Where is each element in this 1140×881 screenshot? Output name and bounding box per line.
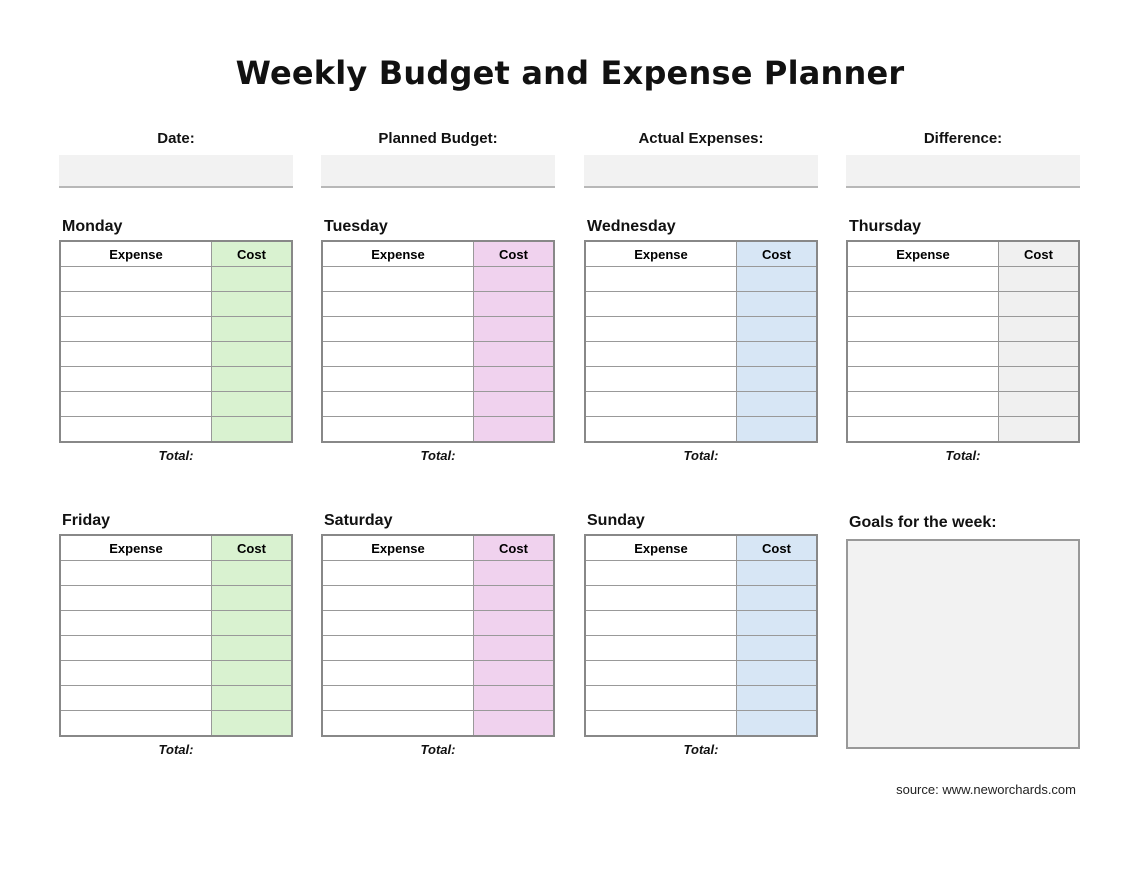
expense-header: Expense [60, 535, 212, 561]
cost-cell[interactable] [737, 367, 818, 392]
cost-cell[interactable] [474, 661, 555, 686]
expense-cell[interactable] [322, 636, 474, 661]
expense-table [321, 240, 555, 443]
cost-cell[interactable] [474, 686, 555, 711]
cost-cell[interactable] [212, 586, 293, 611]
cost-header: Cost [212, 241, 293, 267]
table-row [847, 367, 1079, 392]
expense-cell[interactable] [847, 392, 999, 417]
table-row [322, 636, 554, 661]
expense-cell[interactable] [322, 292, 474, 317]
expense-table [846, 240, 1080, 443]
header-row [60, 535, 292, 561]
table-row [585, 661, 817, 686]
cost-cell[interactable] [212, 392, 293, 417]
field-label: Planned Budget: [378, 130, 498, 147]
header-row [585, 241, 817, 267]
cost-cell[interactable] [999, 292, 1080, 317]
cost-cell[interactable] [212, 417, 293, 443]
expense-cell[interactable] [585, 317, 737, 342]
cost-cell[interactable] [212, 267, 293, 292]
table-row [60, 367, 292, 392]
cost-cell[interactable] [737, 292, 818, 317]
expense-header: Expense [585, 241, 737, 267]
day-thursday [846, 218, 1080, 463]
table-row [585, 317, 817, 342]
expense-cell[interactable] [322, 417, 474, 443]
table-row [847, 292, 1079, 317]
table-row [60, 661, 292, 686]
day-name: Saturday [324, 512, 393, 529]
field-input[interactable] [59, 155, 293, 188]
expense-cell[interactable] [585, 611, 737, 636]
header-row [847, 241, 1079, 267]
cost-header: Cost [999, 241, 1080, 267]
cost-cell[interactable] [474, 586, 555, 611]
table-row [60, 417, 292, 443]
day-name: Wednesday [587, 218, 676, 235]
table-row [60, 561, 292, 586]
expense-cell[interactable] [322, 661, 474, 686]
table-row [585, 586, 817, 611]
cost-cell[interactable] [212, 636, 293, 661]
cost-cell[interactable] [212, 661, 293, 686]
expense-cell[interactable] [847, 342, 999, 367]
table-row [60, 586, 292, 611]
expense-cell[interactable] [60, 417, 212, 443]
cost-cell[interactable] [737, 636, 818, 661]
expense-cell[interactable] [585, 711, 737, 737]
cost-cell[interactable] [212, 367, 293, 392]
field-input[interactable] [321, 155, 555, 188]
table-row [847, 267, 1079, 292]
cost-cell[interactable] [737, 561, 818, 586]
cost-cell[interactable] [999, 417, 1080, 443]
cost-cell[interactable] [212, 611, 293, 636]
source-credit: source: www.neworchards.com [896, 782, 1076, 797]
cost-cell[interactable] [474, 711, 555, 737]
expense-table [321, 534, 555, 737]
cost-cell[interactable] [474, 342, 555, 367]
total-label: Total: [158, 742, 194, 757]
day-saturday [321, 512, 555, 757]
expense-cell[interactable] [322, 561, 474, 586]
expense-cell[interactable] [60, 711, 212, 737]
cost-header: Cost [474, 535, 555, 561]
cost-header: Cost [737, 535, 818, 561]
expense-cell[interactable] [60, 611, 212, 636]
cost-header: Cost [737, 241, 818, 267]
day-friday [59, 512, 293, 757]
cost-cell[interactable] [212, 342, 293, 367]
table-row [585, 392, 817, 417]
expense-header: Expense [847, 241, 999, 267]
cost-cell[interactable] [737, 661, 818, 686]
expense-cell[interactable] [847, 367, 999, 392]
cost-cell[interactable] [999, 342, 1080, 367]
expense-cell[interactable] [60, 636, 212, 661]
cost-cell[interactable] [474, 267, 555, 292]
header-row [322, 241, 554, 267]
table-row [60, 392, 292, 417]
cost-cell[interactable] [212, 686, 293, 711]
cost-cell[interactable] [212, 711, 293, 737]
expense-cell[interactable] [322, 342, 474, 367]
expense-cell[interactable] [60, 686, 212, 711]
expense-table [584, 240, 818, 443]
expense-cell[interactable] [585, 636, 737, 661]
expense-header: Expense [322, 535, 474, 561]
field-3 [846, 130, 1080, 188]
cost-cell[interactable] [999, 392, 1080, 417]
table-row [585, 686, 817, 711]
cost-cell[interactable] [474, 392, 555, 417]
cost-cell[interactable] [474, 561, 555, 586]
table-row [322, 711, 554, 737]
cost-cell[interactable] [474, 417, 555, 443]
cost-cell[interactable] [212, 292, 293, 317]
table-row [322, 686, 554, 711]
table-row [60, 292, 292, 317]
cost-cell[interactable] [737, 586, 818, 611]
table-row [585, 561, 817, 586]
expense-cell[interactable] [585, 586, 737, 611]
page-title: Weekly Budget and Expense Planner [235, 54, 905, 92]
total-label: Total: [158, 448, 194, 463]
expense-cell[interactable] [322, 267, 474, 292]
expense-cell[interactable] [585, 267, 737, 292]
expense-header: Expense [585, 535, 737, 561]
table-row [585, 292, 817, 317]
expense-header: Expense [322, 241, 474, 267]
expense-cell[interactable] [60, 661, 212, 686]
day-name: Thursday [849, 218, 922, 235]
table-row [322, 267, 554, 292]
table-row [585, 636, 817, 661]
goals-label: Goals for the week: [849, 514, 997, 531]
expense-table [59, 240, 293, 443]
expense-cell[interactable] [60, 561, 212, 586]
cost-header: Cost [212, 535, 293, 561]
field-label: Date: [157, 130, 195, 147]
expense-cell[interactable] [847, 417, 999, 443]
table-row [60, 686, 292, 711]
expense-cell[interactable] [322, 392, 474, 417]
expense-cell[interactable] [847, 267, 999, 292]
cost-cell[interactable] [737, 686, 818, 711]
cost-cell[interactable] [999, 267, 1080, 292]
cost-cell[interactable] [212, 317, 293, 342]
table-row [847, 392, 1079, 417]
cost-cell[interactable] [474, 367, 555, 392]
goals-section [846, 514, 1080, 749]
cost-cell[interactable] [737, 392, 818, 417]
cost-cell[interactable] [737, 611, 818, 636]
table-row [60, 317, 292, 342]
table-row [60, 636, 292, 661]
table-row [847, 342, 1079, 367]
expense-cell[interactable] [322, 686, 474, 711]
cost-cell[interactable] [474, 292, 555, 317]
expense-cell[interactable] [60, 367, 212, 392]
day-sunday [584, 512, 818, 757]
cost-cell[interactable] [999, 317, 1080, 342]
expense-cell[interactable] [322, 611, 474, 636]
expense-cell[interactable] [60, 392, 212, 417]
table-row [847, 417, 1079, 443]
table-row [585, 611, 817, 636]
expense-cell[interactable] [60, 267, 212, 292]
expense-cell[interactable] [60, 317, 212, 342]
expense-cell[interactable] [585, 367, 737, 392]
table-row [322, 342, 554, 367]
table-row [585, 417, 817, 443]
table-row [60, 342, 292, 367]
day-name: Monday [62, 218, 123, 235]
cost-cell[interactable] [474, 636, 555, 661]
field-input[interactable] [846, 155, 1080, 188]
table-row [60, 711, 292, 737]
field-0 [59, 130, 293, 188]
expense-cell[interactable] [585, 561, 737, 586]
table-row [60, 611, 292, 636]
expense-cell[interactable] [585, 661, 737, 686]
total-label: Total: [420, 448, 456, 463]
field-input[interactable] [584, 155, 818, 188]
table-row [322, 586, 554, 611]
day-wednesday [584, 218, 818, 463]
table-row [322, 611, 554, 636]
expense-table [59, 534, 293, 737]
table-row [322, 367, 554, 392]
expense-header: Expense [60, 241, 212, 267]
total-label: Total: [683, 448, 719, 463]
total-label: Total: [945, 448, 981, 463]
table-row [322, 392, 554, 417]
total-label: Total: [683, 742, 719, 757]
total-label: Total: [420, 742, 456, 757]
header-row [322, 535, 554, 561]
expense-cell[interactable] [322, 711, 474, 737]
cost-cell[interactable] [999, 367, 1080, 392]
field-1 [321, 130, 555, 188]
day-name: Sunday [587, 512, 645, 529]
expense-table [584, 534, 818, 737]
expense-cell[interactable] [322, 367, 474, 392]
table-row [322, 292, 554, 317]
table-row [322, 317, 554, 342]
table-row [322, 561, 554, 586]
table-row [847, 317, 1079, 342]
header-row [60, 241, 292, 267]
table-row [585, 342, 817, 367]
day-name: Friday [62, 512, 111, 529]
expense-cell[interactable] [585, 392, 737, 417]
expense-cell[interactable] [60, 586, 212, 611]
field-label: Actual Expenses: [638, 130, 764, 147]
expense-cell[interactable] [585, 686, 737, 711]
table-row [585, 267, 817, 292]
cost-cell[interactable] [737, 417, 818, 443]
header-row [585, 535, 817, 561]
cost-cell[interactable] [212, 561, 293, 586]
field-2 [584, 130, 818, 188]
table-row [322, 661, 554, 686]
cost-cell[interactable] [737, 342, 818, 367]
day-monday [59, 218, 293, 463]
cost-cell[interactable] [737, 267, 818, 292]
field-label: Difference: [923, 130, 1003, 147]
expense-cell[interactable] [847, 317, 999, 342]
cost-header: Cost [474, 241, 555, 267]
expense-cell[interactable] [60, 342, 212, 367]
expense-cell[interactable] [585, 292, 737, 317]
goals-input[interactable] [846, 539, 1080, 749]
table-row [60, 267, 292, 292]
expense-cell[interactable] [322, 317, 474, 342]
expense-cell[interactable] [322, 586, 474, 611]
cost-cell[interactable] [474, 611, 555, 636]
expense-cell[interactable] [585, 342, 737, 367]
day-tuesday [321, 218, 555, 463]
expense-cell[interactable] [60, 292, 212, 317]
table-row [585, 367, 817, 392]
expense-cell[interactable] [847, 292, 999, 317]
day-name: Tuesday [324, 218, 388, 235]
expense-cell[interactable] [585, 417, 737, 443]
cost-cell[interactable] [737, 317, 818, 342]
cost-cell[interactable] [737, 711, 818, 737]
table-row [322, 417, 554, 443]
cost-cell[interactable] [474, 317, 555, 342]
table-row [585, 711, 817, 737]
